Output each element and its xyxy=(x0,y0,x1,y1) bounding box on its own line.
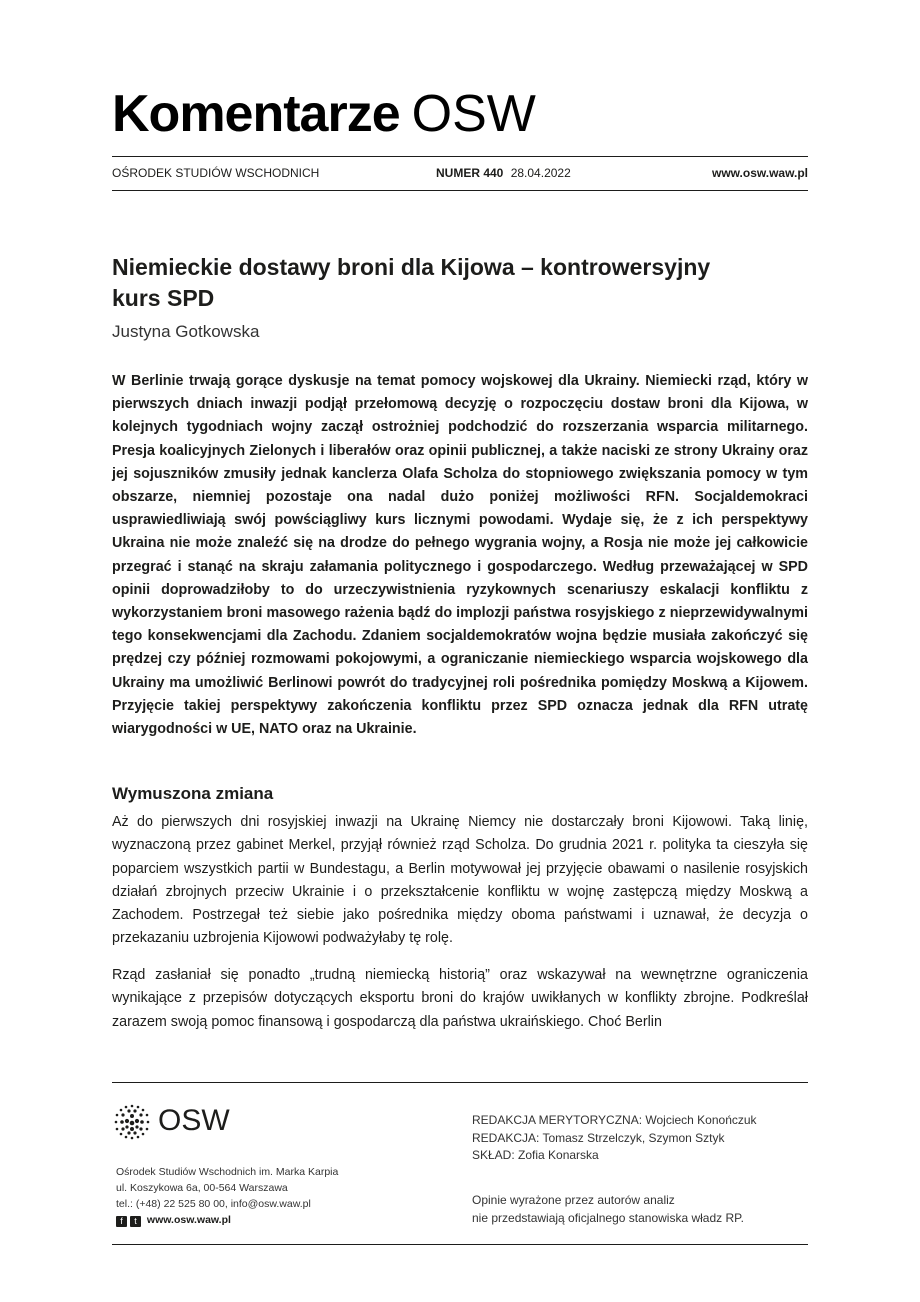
footer-website-link[interactable]: www.osw.waw.pl xyxy=(146,1214,231,1226)
disclaimer-line-1: Opinie wyrażone przez autorów analiz xyxy=(472,1193,675,1207)
publisher-url[interactable]: www.osw.waw.pl xyxy=(711,166,808,180)
osw-globe-icon xyxy=(112,1102,152,1142)
body-paragraph-2: Rząd zasłaniał się ponadto „trudną niemiecką historią” oraz wskazywał na wewnętrzne ograniczenia wynikające z przepisów dotyczących eksportu broni do krajów uwikłanych w konflikty zbrojne. Podkreślał zarazem swoją pomoc finansową i gospodarczą dla państwa ukraińskiego. Choć Berlin xyxy=(112,967,808,1030)
header-rule-bottom xyxy=(112,190,808,191)
editor-layout: SKŁAD: Zofia Konarska xyxy=(472,1148,599,1162)
issue-date: 28.04.2022 xyxy=(510,166,571,180)
disclaimer-line-2: nie przedstawiają oficjalnego stanowiska władz RP. xyxy=(472,1210,744,1225)
contact-block xyxy=(116,1164,338,1228)
facebook-icon[interactable]: f xyxy=(116,1216,127,1227)
osw-logo-text: OSW xyxy=(158,1104,230,1137)
disclaimer xyxy=(472,1192,744,1227)
masthead-brand-bold: Komentarze xyxy=(112,85,400,143)
article-author: Justyna Gotkowska xyxy=(112,322,260,341)
institute-phone-email: tel.: (+48) 22 525 80 00, info@osw.waw.pl xyxy=(116,1198,311,1210)
editor-content: REDAKCJA MERYTORYCZNA: Wojciech Konończuk xyxy=(472,1113,757,1127)
institute-name: Ośrodek Studiów Wschodnich im. Marka Karpia xyxy=(116,1166,339,1178)
publisher-name: OŚRODEK STUDIÓW WSCHODNICH xyxy=(112,166,320,180)
editorial-credits xyxy=(472,1112,757,1165)
article-title: Niemieckie dostawy broni dla Kijowa – kontrowersyjny kurs SPD xyxy=(112,254,711,311)
masthead xyxy=(112,84,536,144)
issue-info xyxy=(436,166,571,180)
social-links xyxy=(116,1212,338,1228)
editor-copy: REDAKCJA: Tomasz Strzelczyk, Szymon Sztyk xyxy=(472,1130,725,1145)
section-heading: Wymuszona zmiana xyxy=(112,784,274,803)
footer-rule-top xyxy=(112,1082,808,1083)
issue-meta-bar xyxy=(112,166,808,182)
masthead-brand-light: OSW xyxy=(411,85,536,143)
body-paragraph-1: Aż do pierwszych dni rosyjskiej inwazji na Ukrainę Niemcy nie dostarczały broni Kijowowi. Taką linię, wyznaczoną przez gabinet Merkel, przyjął również rząd Scholza. Do grudnia 2021 r. polityka ta cieszyła się poparciem wszystkich partii w Bundestagu, a Berlin motywował jej przyjęcie obawami o nasilenie rosyjskich działań zbrojnych przeciw Ukrainie i o przekształcenie konfliktu w wojnę zastępczą między Moskwą a Zachodem. Postrzegał też siebie jako pośrednika między oboma państwami i uznawał, że decyzja o przekazaniu uzbrojenia Kijowowi podważyłaby tę rolę. xyxy=(112,814,808,947)
footer-rule-bottom xyxy=(112,1244,808,1245)
issue-number: NUMER 440 xyxy=(436,166,504,180)
institute-address: ul. Koszykowa 6a, 00-564 Warszawa xyxy=(116,1182,288,1194)
twitter-icon[interactable]: t xyxy=(130,1216,141,1227)
article-lead: W Berlinie trwają gorące dyskusje na temat pomocy wojskowej dla Ukrainy. Niemiecki rząd, który w pierwszych dniach inwazji podjął przełomową decyzję o rozpoczęciu dostaw broni dla Kijowa, w kolejnych tygodniach wojny zaczął ostrożniej podchodzić do rozszerzania wsparcia militarnego. Presja koalicyjnych Zielonych i liberałów oraz opinii publicznej, a także naciski ze strony Ukrainy oraz jej sojuszników zmusiły jednak kanclerza Olafa Scholza do stopniowego zwiększania pomocy w tym obszarze, niemniej pozostaje ona nadal dużo poniżej możliwości RFN. Socjaldemokraci usprawiedliwiają swój powściągliwy kurs licznymi powodami. Wydaje się, że z ich perspektywy Ukraina nie może znaleźć się na drodze do pełnego wygrania wojny, a Rosja nie może jej całkowicie przegrać i stanąć na skraju załamania politycznego i gospodarczego. Według przeważającej w SPD opinii doprowadziłoby to do urzeczywistnienia ryzykownych scenariuszy eskalacji konfliktu z wykorzystaniem broni masowego rażenia bądź do implozji państwa rosyjskiego z nieprzewidywalnymi tego konsekwencjami dla Zachodu. Zdaniem socjaldemokratów wojna będzie musiała zakończyć się prędzej czy później rozmowami pokojowymi, a ograniczanie niemieckiego wsparcia wojskowego dla Ukrainy ma umożliwić Berlinowi powrót do tradycyjnej roli pośrednika pomiędzy Moskwą a Kijowem. Przyjęcie takiej perspektywy zakończenia konfliktu przez SPD oznacza jednak dla RFN utratę wiarygodności w UE, NATO oraz na Ukrainie. xyxy=(112,373,808,738)
header-rule-top xyxy=(112,156,808,157)
